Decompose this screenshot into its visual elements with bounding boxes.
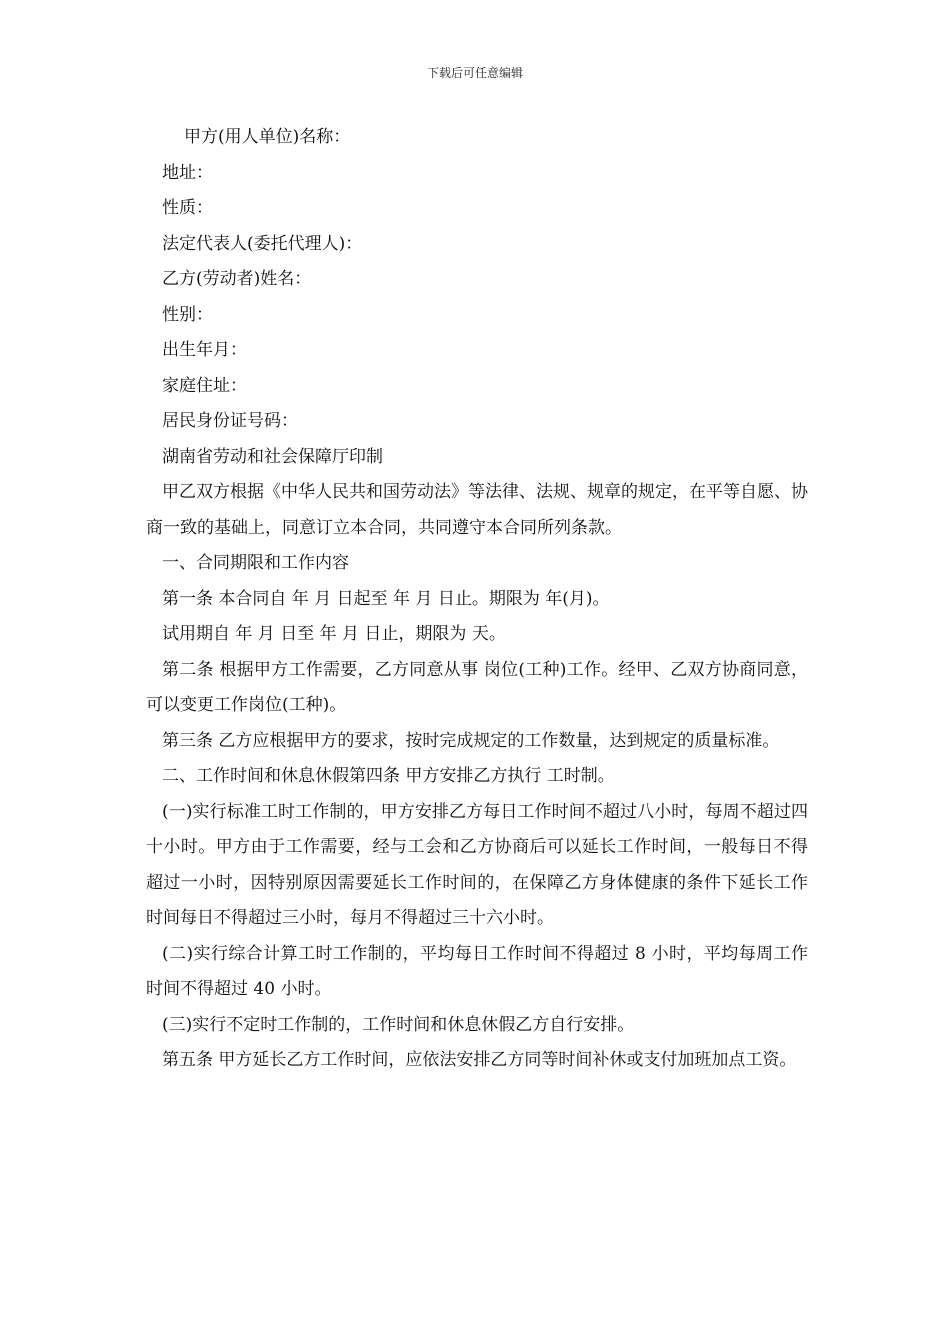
field-employer-name: 甲方(用人单位)名称：	[184, 127, 351, 147]
article-3: 第三条 乙方应根据甲方的要求，按时完成规定的工作数量，达到规定的质量标准。	[162, 730, 780, 751]
field-birth-date: 出生年月：	[162, 340, 247, 360]
probation-period: 试用期自 年 月 日至 年 月 日止，期限为 天。	[162, 624, 506, 644]
field-nature: 性质：	[162, 198, 213, 218]
field-employee-name: 乙方(劳动者)姓名：	[162, 269, 312, 289]
field-issuer: 湖南省劳动和社会保障厅印制	[162, 446, 383, 467]
clause-comprehensive-hours: (二)实行综合计算工时工作制的，平均每日工作时间不得超过 8 小时，平均每周工作时间不得超过 40 小时。	[146, 943, 808, 999]
field-id-number: 居民身份证号码：	[162, 411, 298, 431]
paragraph-preamble: 甲乙双方根据《中华人民共和国劳动法》等法律、法规、规章的规定，在平等自愿、协商一致的基础上，同意订立本合同，共同遵守本合同所列条款。	[146, 482, 808, 538]
field-home-address: 家庭住址：	[162, 375, 247, 396]
article-5: 第五条 甲方延长乙方工作时间，应依法安排乙方同等时间补休或支付加班加点工资。	[162, 1050, 797, 1070]
field-legal-representative: 法定代表人(委托代理人)：	[162, 233, 363, 254]
page-header-note: 下载后可任意编辑	[426, 66, 523, 80]
section-heading-work-hours: 二、工作时间和休息休假第四条 甲方安排乙方执行 工时制。	[162, 766, 615, 786]
article-1: 第一条 本合同自 年 月 日起至 年 月 日止。期限为 年(月)。	[162, 588, 610, 609]
section-heading-term-and-work: 一、合同期限和工作内容	[162, 553, 349, 573]
contract-body	[146, 120, 808, 1079]
field-address: 地址：	[162, 162, 213, 183]
article-2: 第二条 根据甲方工作需要，乙方同意从事 岗位(工种)工作。经甲、乙双方协商同意，可以变更工作岗位(工种)。	[146, 659, 808, 715]
field-gender: 性别：	[162, 304, 213, 325]
clause-standard-hours: (一)实行标准工时工作制的，甲方安排乙方每日工作时间不超过八小时，每周不超过四十小时。甲方由于工作需要，经与工会和乙方协商后可以延长工作时间，一般每日不得超过一小时，因特别原因需要延长工作时间的，在保障乙方身体健康的条件下延长工作时间每日不得超过三小时，每月不得超过三十六小时。	[146, 801, 808, 928]
clause-flexible-hours: (三)实行不定时工作制的，工作时间和休息休假乙方自行安排。	[162, 1014, 635, 1035]
